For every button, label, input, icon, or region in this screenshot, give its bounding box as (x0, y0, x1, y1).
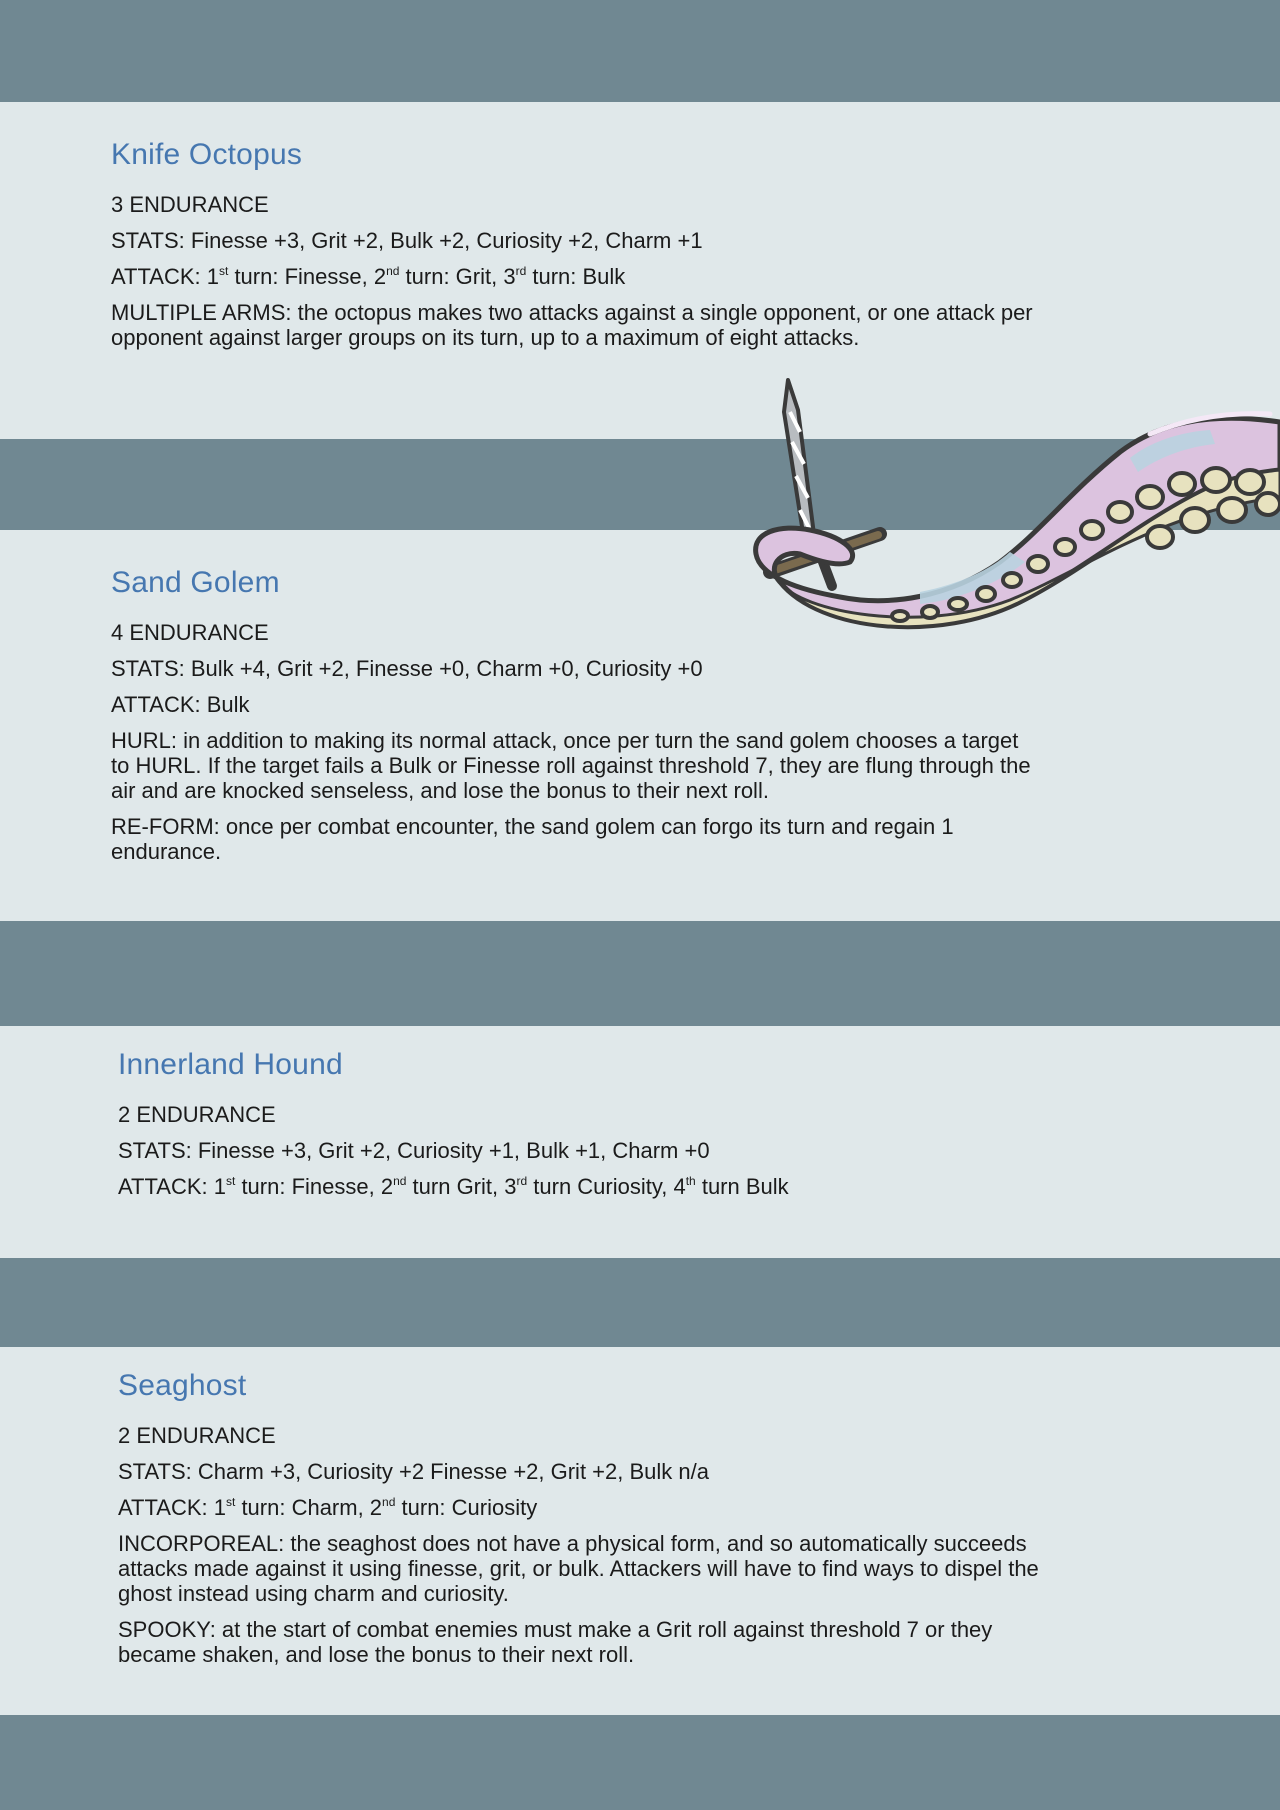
stats: STATS: Charm +3, Curiosity +2 Finesse +2, Grit +2, Bulk n/a (118, 1459, 709, 1484)
endurance: 3 ENDURANCE (111, 192, 269, 217)
tentacle-sword-illustration (740, 372, 1280, 672)
attack: ATTACK: 1st turn: Finesse, 2nd turn: Grit, 3rd turn: Bulk (111, 264, 626, 289)
creature-card-innerland-hound (0, 1026, 1280, 1258)
ability-incorporeal: INCORPOREAL: the seaghost does not have a physical form, and so automatically succeeds attacks made against it using finesse, grit, or bulk. Attackers will have to find ways to dispel the ghost instead using charm and curiosity. (118, 1531, 1039, 1606)
stats: STATS: Bulk +4, Grit +2, Finesse +0, Charm +0, Curiosity +0 (111, 656, 703, 681)
attack: ATTACK: Bulk (111, 692, 250, 717)
ability-re-form: RE-FORM: once per combat encounter, the sand golem can forgo its turn and regain 1 endurance. (111, 814, 954, 864)
creature-name: Seaghost (118, 1369, 247, 1402)
stats: STATS: Finesse +3, Grit +2, Curiosity +1, Bulk +1, Charm +0 (118, 1138, 710, 1163)
creature-name: Knife Octopus (111, 138, 303, 171)
ability-spooky: SPOOKY: at the start of combat enemies must make a Grit roll against threshold 7 or they became shaken, and lose the bonus to their next roll. (118, 1617, 993, 1667)
endurance: 2 ENDURANCE (118, 1423, 276, 1448)
ability-hurl: HURL: in addition to making its normal attack, once per turn the sand golem chooses a target to HURL. If the target fails a Bulk or Finesse roll against threshold 7, they are flung through the air and are knocked senseless, and lose the bonus to their next roll. (111, 728, 1031, 803)
attack: ATTACK: 1st turn: Finesse, 2nd turn Grit, 3rd turn Curiosity, 4th turn Bulk (118, 1174, 789, 1199)
ability-multiple-arms: MULTIPLE ARMS: the octopus makes two attacks against a single opponent, or one attack per opponent against larger groups on its turn, up to a maximum of eight attacks. (111, 300, 1033, 350)
creature-card-seaghost (0, 1347, 1280, 1715)
creature-name: Innerland Hound (118, 1048, 343, 1081)
endurance: 2 ENDURANCE (118, 1102, 276, 1127)
creature-name: Sand Golem (111, 566, 280, 599)
endurance: 4 ENDURANCE (111, 620, 269, 645)
stats: STATS: Finesse +3, Grit +2, Bulk +2, Curiosity +2, Charm +1 (111, 228, 703, 253)
attack: ATTACK: 1st turn: Charm, 2nd turn: Curiosity (118, 1495, 538, 1520)
